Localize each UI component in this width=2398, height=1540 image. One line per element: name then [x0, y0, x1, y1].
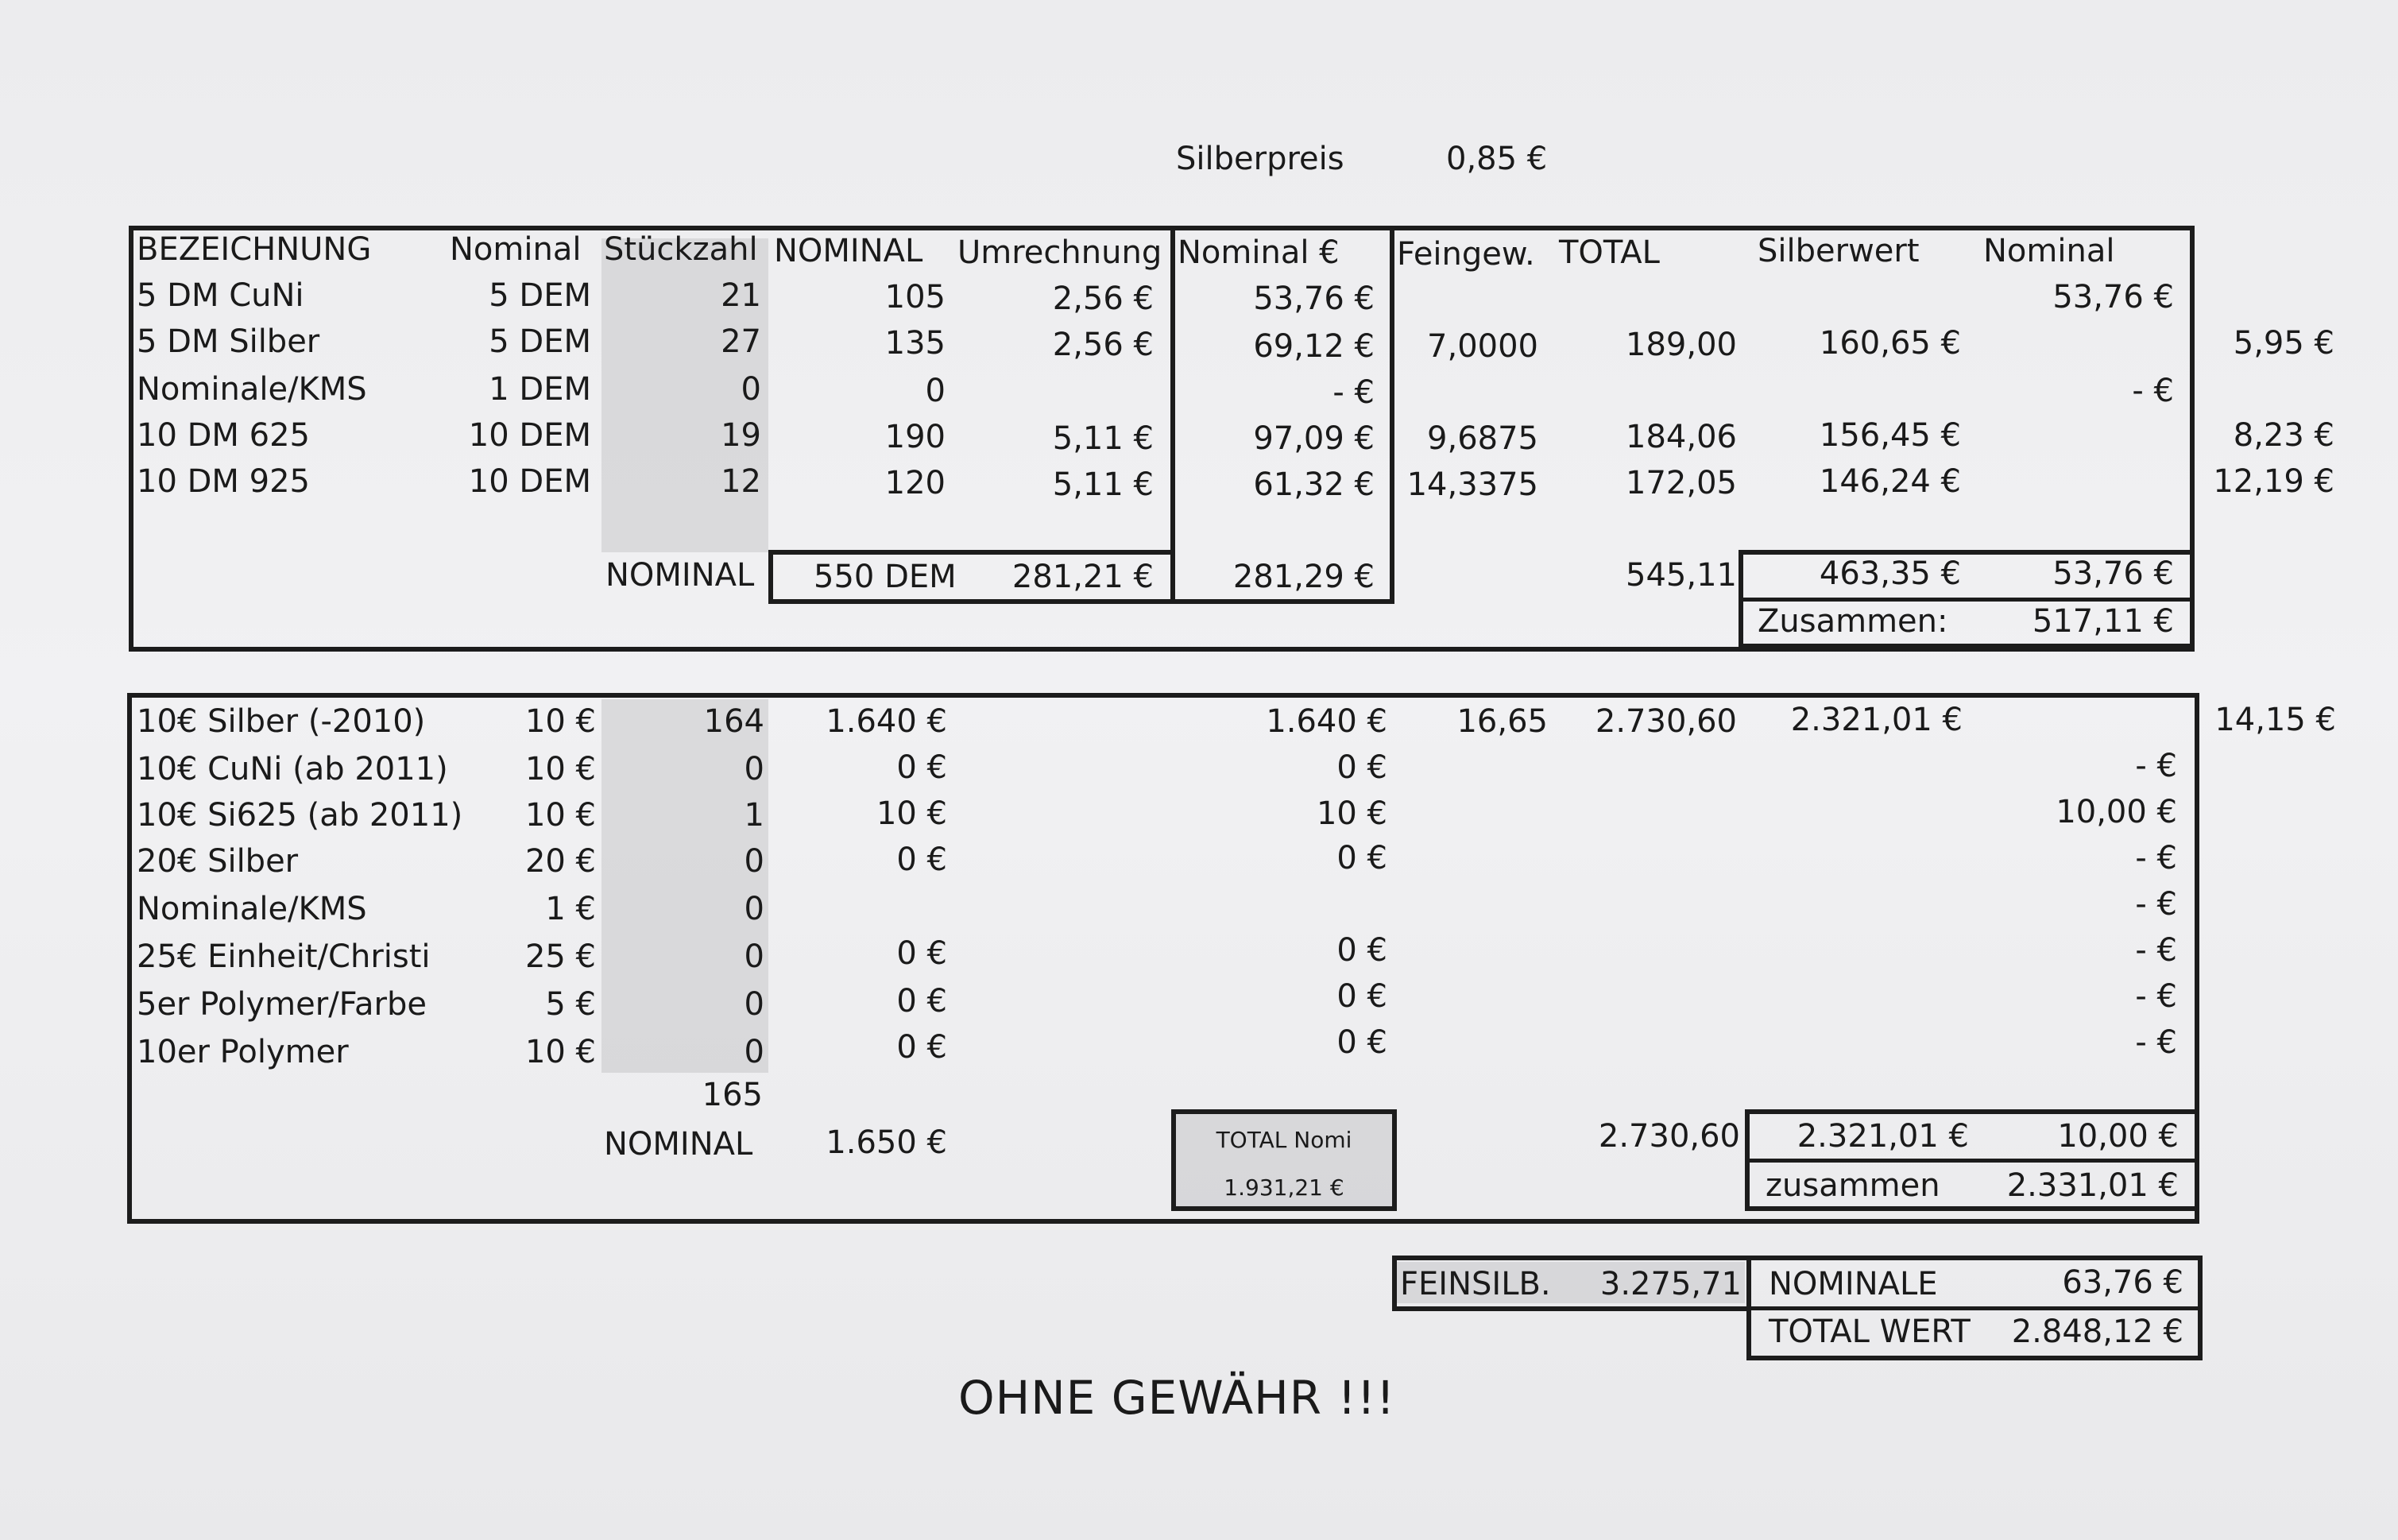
cell-nominal-right: - € — [2135, 840, 2177, 876]
cell-extra: 8,23 € — [2233, 417, 2334, 454]
cell-feingewicht: 9,6875 — [1427, 420, 1538, 457]
cell-extra: 12,19 € — [2213, 463, 2334, 500]
header-nominal-right: Nominal — [1983, 233, 2115, 269]
silberpreis-value: 0,85 € — [1446, 141, 1548, 177]
cell-nominal-right: 10,00 € — [2056, 794, 2177, 830]
cell-nominal-eur-2: 0 € — [1336, 840, 1387, 876]
cell-total: 172,05 — [1626, 465, 1737, 501]
cell-stueckzahl: 0 — [744, 986, 764, 1023]
silberwert-sum: 463,35 € — [1819, 555, 1961, 592]
cell-bezeichnung: 5 DM Silber — [137, 323, 320, 360]
cell-stueckzahl: 0 — [744, 843, 764, 880]
nominal-right-sum: 10,00 € — [2057, 1118, 2179, 1155]
cell-total: 2.730,60 — [1595, 703, 1737, 740]
header-nominal-upper: NOMINAL — [774, 233, 923, 269]
cell-nominal-dem: 135 — [884, 325, 946, 362]
header-nominal: Nominal — [450, 231, 582, 268]
divider — [1746, 1306, 2203, 1310]
stueckzahl-total: 165 — [702, 1077, 763, 1113]
cell-bezeichnung: Nominale/KMS — [137, 371, 367, 408]
cell-stueckzahl: 21 — [721, 277, 761, 314]
header-umrechnung: Umrechnung — [957, 234, 1162, 271]
cell-nominal-eur: 97,09 € — [1253, 420, 1375, 457]
cell-nominal: 1 € — [545, 891, 596, 927]
cell-nominal: 5 DEM — [489, 277, 591, 314]
cell-extra: 14,15 € — [2214, 702, 2336, 738]
cell-bezeichnung: 10€ Si625 (ab 2011) — [137, 797, 463, 834]
cell-total: 189,00 — [1626, 327, 1737, 363]
cell-nominal-right: - € — [2135, 748, 2177, 784]
cell-nominal: 10 € — [524, 797, 596, 834]
header-stueckzahl: Stückzahl — [604, 231, 758, 268]
nominale-value: 63,76 € — [2062, 1264, 2183, 1301]
nominal-label: NOMINAL — [604, 1126, 753, 1163]
divider — [1739, 598, 2195, 602]
cell-bezeichnung: 10er Polymer — [137, 1034, 349, 1070]
cell-nominal-eur: 61,32 € — [1253, 466, 1375, 503]
header-nominal-eur: Nominal € — [1178, 234, 1340, 271]
cell-silberwert: 156,45 € — [1819, 417, 1961, 454]
cell-stueckzahl: 0 — [744, 1034, 764, 1070]
cell-nominal-right: - € — [2135, 978, 2177, 1015]
feinsilb-value: 3.275,71 — [1599, 1266, 1742, 1302]
umrechnung-total: 281,21 € — [1011, 559, 1154, 595]
cell-stueckzahl: 27 — [721, 323, 761, 360]
cell-nominal: 10 € — [524, 751, 596, 787]
cell-nominal-eur-2: 10 € — [1316, 795, 1387, 832]
zusammen-label: Zusammen: — [1758, 603, 1948, 640]
cell-nominal-right: 53,76 € — [2052, 279, 2174, 315]
total-wert-value: 2.848,12 € — [2011, 1314, 2183, 1350]
cell-nominal-eur: 69,12 € — [1253, 328, 1375, 365]
cell-nominal: 5 DEM — [489, 323, 591, 360]
header-feingewicht: Feingew. — [1397, 236, 1535, 273]
cell-umrechnung: 2,56 € — [1052, 327, 1154, 363]
cell-stueckzahl: 1 — [744, 797, 764, 834]
cell-nominal: 10 € — [524, 1034, 596, 1070]
cell-nominal-eur-2: 0 € — [1336, 978, 1387, 1015]
nominal-dem-total: 550 DEM — [814, 559, 957, 595]
cell-nominal-right: - € — [2135, 932, 2177, 969]
nominal-eur-total: 281,29 € — [1232, 559, 1375, 595]
feinsilb-label: FEINSILB. — [1400, 1266, 1551, 1302]
cell-silberwert: 2.321,01 € — [1790, 702, 1963, 738]
nominal-right-sum: 53,76 € — [2052, 555, 2174, 592]
cell-umrechnung: 5,11 € — [1052, 420, 1154, 457]
cell-stueckzahl: 164 — [703, 703, 764, 740]
cell-bezeichnung: 10 DM 925 — [137, 463, 310, 500]
cell-nominal-right: - € — [2135, 886, 2177, 923]
cell-stueckzahl: 0 — [744, 938, 764, 975]
cell-nominal: 10 DEM — [468, 463, 591, 500]
total-wert-label: TOTAL WERT — [1769, 1314, 1971, 1350]
nominale-label: NOMINALE — [1769, 1266, 1938, 1302]
cell-nominal-eur: 0 € — [896, 935, 947, 972]
cell-bezeichnung: Nominale/KMS — [137, 891, 367, 927]
cell-feingewicht: 16,65 — [1456, 703, 1548, 740]
disclaimer: OHNE GEWÄHR !!! — [958, 1371, 1396, 1425]
cell-nominal-eur-2: 0 € — [1336, 1024, 1387, 1061]
cell-stueckzahl: 0 — [744, 891, 764, 927]
cell-nominal: 20 € — [524, 843, 596, 880]
zusammen-value: 2.331,01 € — [2006, 1167, 2179, 1204]
cell-umrechnung: 2,56 € — [1052, 281, 1154, 317]
cell-bezeichnung: 10 DM 625 — [137, 417, 310, 454]
cell-nominal-eur: 1.640 € — [826, 703, 947, 740]
cell-bezeichnung: 10€ Silber (-2010) — [137, 703, 426, 740]
header-total: TOTAL — [1559, 234, 1660, 271]
cell-nominal: 10 DEM — [468, 417, 591, 454]
cell-total: 184,06 — [1626, 419, 1737, 455]
total-sum: 2.730,60 — [1598, 1118, 1740, 1155]
cell-extra: 5,95 € — [2233, 325, 2334, 362]
cell-nominal-eur: 0 € — [896, 983, 947, 1020]
cell-bezeichnung: 25€ Einheit/Christi — [137, 938, 431, 975]
cell-nominal: 1 DEM — [489, 371, 591, 408]
cell-nominal-eur-2: 0 € — [1336, 749, 1387, 786]
nominal-total: 1.650 € — [826, 1124, 947, 1161]
nominal-label: NOMINAL — [605, 557, 755, 594]
cell-stueckzahl: 12 — [721, 463, 761, 500]
cell-silberwert: 160,65 € — [1819, 325, 1961, 362]
divider — [1745, 1159, 2199, 1163]
cell-nominal-eur: 10 € — [876, 795, 947, 832]
cell-feingewicht: 14,3375 — [1406, 466, 1538, 503]
cell-nominal-dem: 105 — [884, 279, 946, 315]
cell-bezeichnung: 5er Polymer/Farbe — [137, 986, 427, 1023]
cell-stueckzahl: 0 — [741, 371, 761, 408]
cell-nominal-dem: 0 — [925, 373, 946, 409]
total-nomi-value: 1.931,21 € — [1224, 1174, 1344, 1201]
cell-feingewicht: 7,0000 — [1427, 328, 1538, 365]
cell-nominal: 10 € — [524, 703, 596, 740]
cell-nominal-right: - € — [2132, 373, 2174, 409]
cell-bezeichnung: 10€ CuNi (ab 2011) — [137, 751, 448, 787]
header-bezeichnung: BEZEICHNUNG — [137, 231, 372, 268]
cell-nominal: 25 € — [524, 938, 596, 975]
cell-nominal-dem: 190 — [884, 419, 946, 455]
cell-nominal-eur-2: 0 € — [1336, 932, 1387, 969]
total-nomi-label: TOTAL Nomi — [1216, 1127, 1352, 1153]
silberpreis-label: Silberpreis — [1176, 141, 1344, 177]
cell-bezeichnung: 5 DM CuNi — [137, 277, 304, 314]
header-silberwert: Silberwert — [1758, 233, 1920, 269]
cell-nominal-eur: - € — [1332, 374, 1375, 411]
cell-stueckzahl: 19 — [721, 417, 761, 454]
zusammen-value: 517,11 € — [2032, 603, 2174, 640]
cell-nominal-right: - € — [2135, 1024, 2177, 1061]
cell-nominal-eur: 0 € — [896, 1029, 947, 1066]
zusammen-label: zusammen — [1766, 1167, 1940, 1204]
cell-bezeichnung: 20€ Silber — [137, 843, 299, 880]
cell-silberwert: 146,24 € — [1819, 463, 1961, 500]
cell-nominal-eur: 0 € — [896, 749, 947, 786]
cell-nominal-eur: 53,76 € — [1253, 281, 1375, 317]
cell-stueckzahl: 0 — [744, 751, 764, 787]
cell-nominal-eur: 0 € — [896, 842, 947, 878]
cell-nominal-dem: 120 — [884, 465, 946, 501]
total-sum: 545,11 — [1626, 557, 1737, 594]
cell-nominal-eur-2: 1.640 € — [1266, 703, 1387, 740]
cell-nominal: 5 € — [545, 986, 596, 1023]
cell-umrechnung: 5,11 € — [1052, 466, 1154, 503]
silberwert-sum: 2.321,01 € — [1797, 1118, 1969, 1155]
